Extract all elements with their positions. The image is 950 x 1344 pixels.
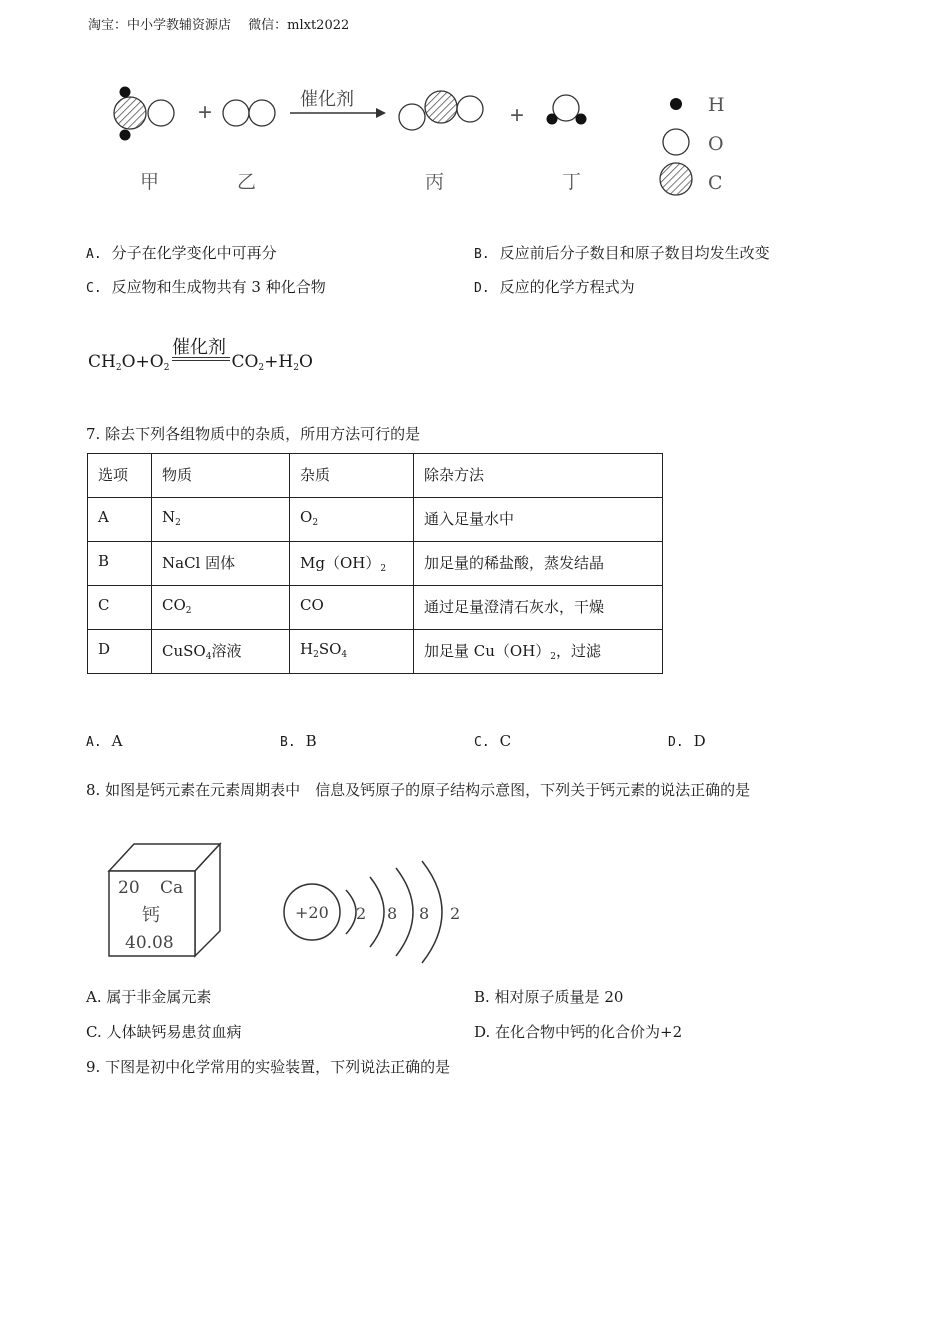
- q6-option-a: A. 分子在化学变化中可再分: [86, 244, 277, 262]
- q8-option-a: A. 属于非金属元素: [86, 988, 212, 1006]
- chemical-equation: $CH_2O+O_2$ $CO_2+H_2O$: [88, 352, 313, 373]
- cell-impurity: $O_2$: [290, 498, 414, 542]
- molecule-yi: [223, 100, 275, 126]
- q8-option-d: D. 在化合物中钙的化合价为+2: [474, 1023, 683, 1041]
- q8-option-b: B. 相对原子质量是 20: [474, 988, 624, 1006]
- legend-o: O: [708, 133, 724, 155]
- name-bing: 丙: [425, 171, 445, 193]
- cell-option: C: [88, 586, 152, 630]
- plus-sign: +: [198, 99, 213, 126]
- table-row: [88, 498, 663, 542]
- q8-stem: 8. 如图是钙元素在元素周期表中 信息及钙原子的原子结构示意图，下列关于钙元素的说法正确的是: [86, 781, 751, 799]
- cell-substance: $N_2$: [152, 498, 290, 542]
- cell-method: 加足量 $Cu(OH)_2$，过滤: [414, 630, 663, 674]
- cell-method: 加足量的稀盐酸，蒸发结晶: [414, 542, 663, 586]
- q7-table: [87, 453, 663, 674]
- nucleus-charge: +20: [295, 903, 329, 922]
- legend-h: H: [708, 94, 725, 116]
- name-ding: 丁: [562, 171, 582, 193]
- cell-substance: CuSO$_4$溶液: [152, 630, 290, 674]
- shell-1-count: 2: [356, 904, 367, 923]
- q6-option-d: D. 反应的化学方程式为: [474, 278, 635, 296]
- q7-option-c: C. C: [474, 732, 512, 750]
- header-cell: 除杂方法: [414, 454, 663, 498]
- element-name: 钙: [142, 905, 160, 926]
- cell-option: B: [88, 542, 152, 586]
- arrow-label: 催化剂: [300, 89, 354, 110]
- cell-impurity: CO: [290, 586, 414, 630]
- atom-legend: [660, 94, 725, 195]
- header-cell: 物质: [152, 454, 290, 498]
- calcium-figure: [100, 835, 470, 965]
- element-mass: 40.08: [125, 933, 174, 953]
- molecule-bing: [399, 91, 483, 130]
- table-row: [88, 586, 663, 630]
- molecule-jia: [114, 87, 174, 141]
- cell-option: A: [88, 498, 152, 542]
- legend-c: C: [708, 172, 723, 194]
- q9-stem: 9. 下图是初中化学常用的实验装置，下列说法正确的是: [86, 1058, 451, 1076]
- element-symbol: Ca: [160, 878, 184, 898]
- header-cell: 选项: [88, 454, 152, 498]
- q7-stem: 7. 除去下列各组物质中的杂质，所用方法可行的是: [86, 425, 421, 443]
- plus-sign-2: +: [510, 102, 525, 129]
- molecule-ding: [547, 95, 587, 125]
- q7-option-b: B. B: [280, 732, 317, 750]
- q6-option-c: C. 反应物和生成物共有 3 种化合物: [86, 278, 326, 296]
- cell-substance: $CO_2$: [152, 586, 290, 630]
- header-watermark: 淘宝：中小学教辅资源店 微信：mlxt2022: [88, 18, 350, 33]
- q7-option-a: A. A: [86, 732, 123, 750]
- table-row: [88, 542, 663, 586]
- header-cell: 杂质: [290, 454, 414, 498]
- cell-method: 通入足量水中: [414, 498, 663, 542]
- q8-option-c: C. 人体缺钙易患贫血病: [86, 1023, 242, 1041]
- name-jia: 甲: [140, 171, 160, 193]
- cell-impurity: $H_2SO_4$: [290, 630, 414, 674]
- shell-4-count: 2: [450, 904, 461, 923]
- q7-option-d: D. D: [668, 732, 706, 750]
- cell-impurity: $Mg(OH)_2$: [290, 542, 414, 586]
- table-row: [88, 630, 663, 674]
- shell-2-count: 8: [387, 904, 398, 923]
- shell-3-count: 8: [419, 904, 430, 923]
- q6-option-b: B. 反应前后分子数目和原子数目均发生改变: [474, 244, 770, 262]
- cell-method: 通过足量澄清石灰水，干燥: [414, 586, 663, 630]
- equation-catalyst: 催化剂: [172, 337, 226, 358]
- reaction-diagram: [100, 78, 750, 208]
- element-number: 20: [118, 878, 140, 898]
- table-header-row: [88, 454, 663, 498]
- name-yi: 乙: [237, 171, 257, 193]
- cell-substance: NaCl 固体: [152, 542, 290, 586]
- cell-option: D: [88, 630, 152, 674]
